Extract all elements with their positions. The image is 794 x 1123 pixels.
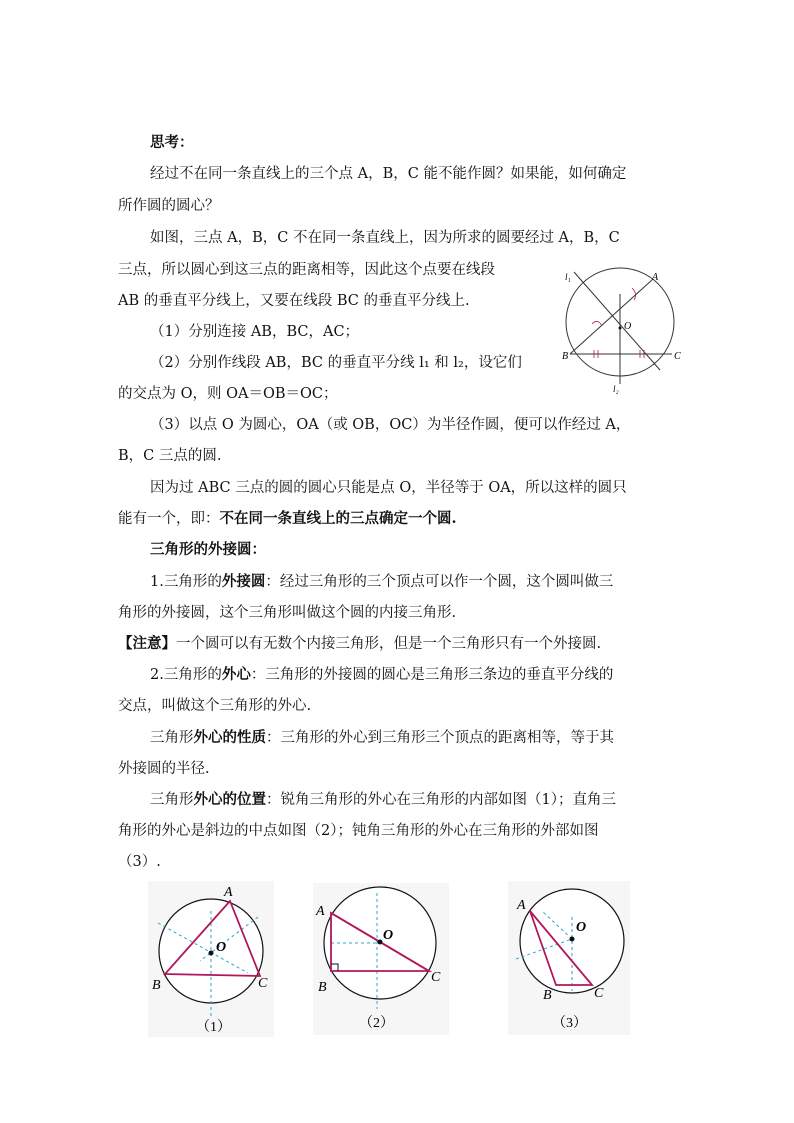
paragraph1-line-3: AB 的垂直平分线上，又要在线段 BC 的垂直平分线上.	[118, 293, 470, 309]
label-l2: l₂	[613, 384, 619, 394]
caption: （2）	[359, 1016, 394, 1031]
property-term: 外心的性质	[193, 729, 266, 746]
caption: （1）	[196, 1020, 231, 1035]
label-a: A	[652, 272, 659, 283]
position-line-2: 角形的外心是斜边的中点如图（2）；钝角三角形的外心在三角形的外部如图	[118, 823, 599, 839]
definition-2-line-1	[150, 665, 613, 685]
label-a: A	[316, 904, 325, 919]
step-1: （1）分别连接 AB，BC，AC；	[150, 324, 360, 340]
note-line	[118, 634, 601, 654]
conclusion-prefix: 能有一个，即：	[118, 511, 220, 527]
question-line-1: 经过不在同一条直线上的三个点 A，B，C 能不能作圆？如果能，如何确定	[150, 166, 627, 182]
definition-1-line-2: 角形的外接圆，这个三角形叫做这个圆的内接三角形.	[118, 605, 457, 621]
bisector-l1	[574, 272, 660, 370]
label-c: C	[258, 976, 268, 991]
label-l1: l₁	[565, 272, 571, 282]
note-text: 一个圆可以有无数个内接三角形，但是一个三角形只有一个外接圆.	[176, 636, 602, 652]
paragraph1-line-2: 三点，所以圆心到这三点的距离相等，因此这个点要在线段	[118, 262, 495, 278]
label-a: A	[517, 898, 526, 913]
definition-1-term: 外接圆	[221, 573, 266, 590]
heading-circumcircle: 三角形的外接圆：	[150, 541, 266, 558]
question-line-2: 所作圆的圆心？	[118, 198, 220, 214]
label-o: O	[576, 920, 587, 935]
figure-right	[313, 883, 449, 1035]
property-rest: ：三角形的外心到三角形三个顶点的距离相等，等于其	[266, 730, 614, 746]
definition-2-prefix: 2.三角形的	[150, 667, 222, 683]
label-c: C	[431, 970, 441, 985]
label-b: B	[562, 351, 569, 362]
heading-think: 思考：	[150, 134, 194, 151]
conclusion-line-1: 因为过 ABC 三点的圆的圆心只能是点 O，半径等于 OA，所以这样的圆只	[150, 480, 627, 496]
definition-1-rest: ：经过三角形的三个顶点可以作一个圆，这个圆叫做三	[265, 574, 614, 590]
definition-1-line-1	[150, 572, 613, 592]
position-term: 外心的位置	[193, 791, 266, 808]
label-o: O	[216, 940, 227, 955]
label-o: O	[383, 928, 394, 943]
label-b: B	[318, 980, 327, 995]
definition-1-prefix: 1.三角形的	[150, 574, 222, 590]
label-a: A	[224, 885, 233, 900]
label-b: B	[152, 978, 161, 993]
center-o-point	[619, 327, 622, 330]
position-line-3: （3）.	[118, 854, 161, 870]
center-o-point	[378, 940, 383, 945]
property-prefix: 三角形	[150, 730, 194, 746]
label-b: B	[543, 988, 552, 1003]
step-3-line-1: （3）以点 O 为圆心，OA（或 OB，OC）为半径作圆，便可以作经过 A，	[150, 417, 631, 433]
segment-ab	[570, 280, 652, 354]
label-o: O	[624, 321, 632, 332]
step-2-line-2: 的交点为 O，则 OA＝OB＝OC；	[118, 386, 338, 402]
label-c: C	[674, 351, 681, 362]
position-prefix: 三角形	[150, 792, 194, 808]
caption: （3）	[552, 1016, 587, 1031]
position-rest: ：锐角三角形的外心在三角形的内部如图（1）；直角三	[266, 792, 616, 808]
step-3-line-2: B，C 三点的圆.	[118, 448, 222, 464]
note-tag: 【注意】	[118, 635, 176, 652]
center-o-point	[570, 937, 575, 942]
label-c: C	[594, 986, 604, 1001]
definition-2-rest: ：三角形的外接圆的圆心是三角形三条边的垂直平分线的	[250, 667, 614, 683]
figure-obtuse	[508, 881, 630, 1035]
property-line-1	[150, 728, 614, 748]
step-2-line-1: （2）分别作线段 AB，BC 的垂直平分线 l₁ 和 l₂，设它们	[150, 355, 522, 371]
conclusion-theorem: 不在同一条直线上的三点确定一个圆.	[219, 510, 457, 527]
figure-acute	[148, 881, 274, 1037]
paragraph1-line-1: 如图，三点 A，B，C 不在同一条直线上，因为所求的圆要经过 A，B，C	[150, 230, 620, 246]
property-line-2: 外接圆的半径.	[118, 761, 210, 777]
conclusion-line-2	[118, 509, 457, 529]
position-line-1	[150, 790, 616, 810]
arc-mark	[592, 321, 602, 326]
center-o-point	[209, 951, 214, 956]
construction-figure	[552, 262, 692, 398]
definition-2-line-2: 交点，叫做这个三角形的外心.	[118, 698, 312, 714]
definition-2-term: 外心	[221, 666, 251, 683]
